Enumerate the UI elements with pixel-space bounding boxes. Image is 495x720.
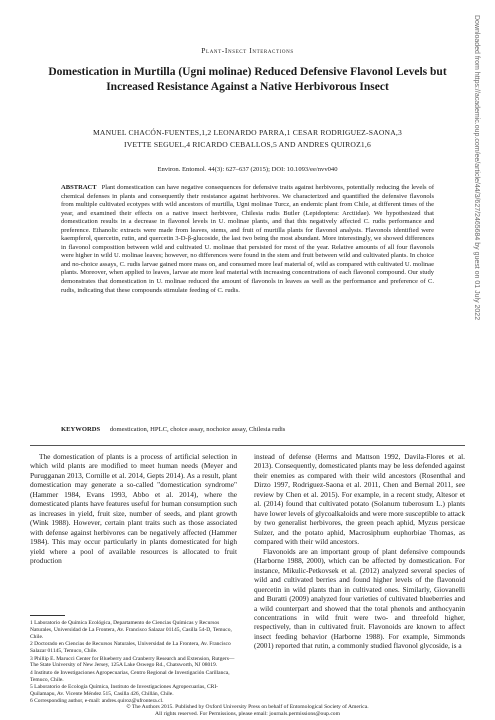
author-list bbox=[30, 127, 465, 151]
citation-line: Environ. Entomol. 44(3): 627–637 (2015); DOI: 10.1093/ee/nvv040 bbox=[157, 166, 338, 173]
keywords bbox=[61, 426, 434, 433]
copyright-line-1: © The Authors 2015. Published by Oxford University Press on behalf of Entomological Society of America. bbox=[126, 704, 369, 710]
footnote: 5 Laboratorio de Ecología Química, Instituto de Investigaciones Agropecuarias, CRI-Quilamapu, Av. Vicente Méndez 515, Casilla 426, Chillán, Chile. bbox=[30, 684, 219, 698]
footnote: 1 Laboratorio de Química Ecológica, Departamento de Ciencias Químicas y Recursos Naturales, Universidad de La Frontera, Av. Francisco Salazar 01145, Casilla 54-D, Temuco, Chile. bbox=[30, 620, 232, 640]
affiliation-footnotes bbox=[30, 620, 237, 706]
abstract-text: Plant domestication can have negative consequences for defensive traits against herbivores, potentially reducing the levels of chemical defenses in plants and consequently their resistance against herbivores. We characterized and quantified the defensive flavonols from multiple cultivated ecotypes with wild ancestors of murtilla, Ugni molinae Turcz, an endemic plant from Chile, at different times of the year, and examined their effects on a native insect herbivore, Chilesia rudis Butler (Lepidoptera: Arctiidae). We hypothesized that domestication results in a decrease in flavonol levels in U. molinae plants, and that this negatively affected C. rudis performance and preference. Ethanolic extracts were made from leaves, stems, and fruit of murtilla plants for flavonol analysis. Flavonols identified were kaempferol, quercetin, rutin, and quercetin 3-D-β-glucoside, the last two being the most abundant. More interestingly, we showed differences in flavonol composition between wild and cultivated U. molinae that persisted for most of the year. Relative amounts of all four flavonols were higher in wild U. molinae leaves; however, no differences were found in the stem and fruit between wild and cultivated plants. In choice and no-choice assays, C. rudis larvae gained more mass on, and consumed more leaf material of, wild as compared with cultivated U. molinae plants. Moreover, when applied to leaves, larvae ate more leaf material with increasing concentrations of each flavonol compound. Our study demonstrates that domestication in U. molinae reduced the amount of flavonols in leaves as well as the performance and preference of C. rudis, indicating that these compounds stimulate feeding of C. rudis. bbox=[61, 184, 434, 294]
body-paragraph: Flavonoids are an important group of plant defensive compounds (Harborne 1988, 2000), which can be affected by domestication. For instance, Mikulic-Petkovsek et al. (2012) analyzed several species of wild and cultivated berries and found higher levels of the flavonoid quercetin in wild plants than in cultivated ones. Similarly, Giovanelli and Buratti (2009) analyzed four varieties of cultivated blueberries and a wild counterpart and showed that the total phenols and anthocyanin concentrations in wild fruit were two- and threefold higher, respectively, than in cultivated fruit. Flavonoids are known to affect insect feeding behavior (Harborne 1988). For example, Simmonds (2001) reported that rutin, a commonly studied flavonol glycoside, is a bbox=[254, 546, 465, 651]
abstract bbox=[61, 184, 434, 295]
download-watermark bbox=[474, 15, 494, 675]
copyright-line-2: All rights reserved. For Permissions, please email: journals.permissions@oup.com bbox=[155, 711, 340, 717]
footnote: 3 Phillip E. Marucci Center for Blueberry and Cranberry Research and Extension, Rutgers—The State University of New Jersey, 125A Lake Oswego Rd., Chatsworth, NJ 08019. bbox=[30, 655, 235, 669]
section-label: Plant-Insect Interactions bbox=[201, 46, 294, 55]
download-watermark-text: Downloaded from https://academic.oup.com/ee/article/44/3/627/2465684 by guest on 01 July 2022 bbox=[473, 15, 480, 321]
author-line-2: IVETTE SEGUEL,4 RICARDO CEBALLOS,5 AND ANDRES QUIROZ1,6 bbox=[123, 140, 372, 149]
keywords-label: KEYWORDS bbox=[61, 426, 101, 433]
body-column-left bbox=[30, 452, 237, 566]
body-column-right bbox=[254, 452, 465, 651]
copyright-footer bbox=[30, 704, 465, 718]
article-title: Domestication in Murtilla (Ugni molinae) Reduced Defensive Flavonol Levels but Increased Resistance Against a Native Herbivorous Insect bbox=[48, 66, 447, 93]
footnote: 4 Instituto de Investigaciones Agropecuarias, Centro Regional de Investigación Carillanca, Temuco, Chile. bbox=[30, 669, 230, 683]
body-paragraph: The domestication of plants is a process of artificial selection in which wild plants are modified to meet human needs (Meyer and Purugganan 2013, Cornille et al. 2014, Gepts 2014). As a result, plant domestication may generate a so-called "domestication syndrome" (Hammer 1984, Evans 1993, Abbo et al. 2014), where the domesticated plants have features useful for human consumption such as increases in yield, fruit size, number of seeds, and plant growth (Wink 1988). However, certain plant traits such as those associated with defense against herbivores can be negatively affected (Hammer 1984). This may occur particularly in plants domesticated for high yield where a pool of available resources is allocated to fruit production bbox=[30, 452, 237, 566]
footnote: 2 Doctorado en Ciencias de Recursos Naturales, Universidad de La Frontera, Av. Francisco Salazar 01145, Temuco, Chile. bbox=[30, 641, 231, 655]
section-divider bbox=[30, 445, 465, 446]
body-paragraph: instead of defense (Herms and Mattson 1992, Davila-Flores et al. 2013). Consequently, domesticated plants may be less defended against their enemies as compared with their wild ancestors (Rosenthal and Dirzo 1997, Rodriguez-Saona et al. 2011, Chen and Bernal 2011, see review by Chen et al. 2015). For example, in a recent study, Altesor et al. (2014) found that cultivated potato (Solanum tuberosum L.) plants have lower levels of glycoalkaloids and were more susceptible to attack by two generalist herbivores, the green peach aphid, Myzus persicae Sulzer, and the potato aphid, Macrosiphum euphorbiae Thomas, as compared with their wild ancestors. bbox=[254, 452, 465, 547]
footnote-divider bbox=[30, 615, 65, 616]
abstract-label: ABSTRACT bbox=[61, 184, 97, 191]
keywords-text: domestication, HPLC, choice assay, nochoice assay, Chilesia rudis bbox=[109, 426, 286, 433]
author-line-1: MANUEL CHACÓN-FUENTES,1,2 LEONARDO PARRA,1 CESAR RODRIGUEZ-SAONA,3 bbox=[92, 128, 403, 137]
footnote: 6 Corresponding author, e-mail: andres.quiroz@ufrontera.cl. bbox=[30, 698, 164, 705]
